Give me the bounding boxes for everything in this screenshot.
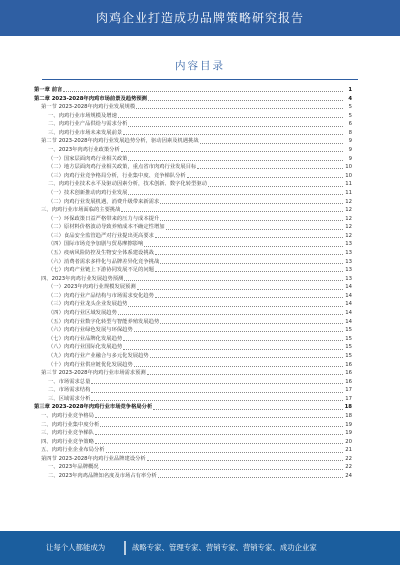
toc-entry-title: 一、2023年品牌概况 <box>48 464 99 471</box>
toc-entry[interactable] <box>34 240 352 249</box>
toc-leader-dots <box>136 108 343 109</box>
toc-entry-title: 三、区域需求分析 <box>48 395 91 402</box>
toc-page-number: 12 <box>345 207 352 214</box>
toc-page-number: 18 <box>345 412 352 419</box>
toc-page-number: 16 <box>345 370 352 377</box>
toc-leader-dots <box>160 203 343 204</box>
toc-entry-title: （七）肉鸡产业链上下游协同发展不足的问题 <box>48 267 154 274</box>
toc-entry[interactable] <box>34 438 352 447</box>
toc-leader-dots <box>208 186 343 187</box>
toc-entry-title: 二、2023年肉鸡品牌知名度及市场占有率分析 <box>48 473 157 480</box>
toc-page-number: 14 <box>345 310 352 317</box>
toc-entry-title: （五）疫病风险防控及生物安全体系建设挑战 <box>48 249 154 256</box>
toc-leader-dots <box>155 237 343 238</box>
toc-entry[interactable] <box>34 129 352 138</box>
toc-entry-title: （一）技术创新推动肉鸡行业发展 <box>48 189 128 196</box>
toc-entry[interactable] <box>34 120 352 129</box>
toc-entry-title: 第二节 2023-2028年肉鸡行业发展趋势分析，驱动因素及机遇挑战 <box>41 138 199 145</box>
toc-entry[interactable] <box>34 112 352 121</box>
toc-page-number: 9 <box>348 147 352 154</box>
toc-page-number: 21 <box>345 447 352 454</box>
toc-entry[interactable] <box>34 472 352 481</box>
toc-entry[interactable] <box>34 86 352 95</box>
toc-leader-dots <box>100 426 343 427</box>
toc-page-number: 13 <box>345 249 352 256</box>
toc-entry[interactable] <box>34 455 352 464</box>
toc-entry[interactable] <box>34 146 352 155</box>
toc-leader-dots <box>95 417 343 418</box>
toc-entry[interactable] <box>34 352 352 361</box>
toc-entry-title: （六）消费者需求多样化与品牌差异化竞争挑战 <box>48 258 160 265</box>
toc-entry-title: （二）肉鸡行业发展机遇，消费升级带来新需求 <box>48 198 160 205</box>
toc-leader-dots <box>155 254 343 255</box>
toc-leader-dots <box>160 323 343 324</box>
toc-leader-dots <box>95 443 343 444</box>
toc-leader-dots <box>155 271 343 272</box>
toc-leader-dots <box>158 477 343 478</box>
toc-page-number: 19 <box>345 430 352 437</box>
toc-leader-dots <box>63 91 343 92</box>
toc-leader-dots <box>144 246 343 247</box>
toc-entry[interactable] <box>34 412 352 421</box>
toc-entry-title: （六）肉鸡行业绿色发展与环保趋势 <box>48 327 133 334</box>
toc-page-number: 15 <box>345 335 352 342</box>
toc-leader-dots <box>134 331 343 332</box>
toc-page-number: 17 <box>345 387 352 394</box>
footer-divider <box>124 541 126 555</box>
toc-leader-dots <box>100 469 343 470</box>
toc-entry[interactable] <box>34 463 352 472</box>
toc-leader-dots <box>128 306 343 307</box>
toc-page-number: 14 <box>345 284 352 291</box>
footer-services: 战略专家、管理专家、营销专家、营销专家、成功企业家 <box>132 543 317 552</box>
toc-entry-title: 第一章 前言 <box>34 87 63 93</box>
toc-entry[interactable] <box>34 292 352 301</box>
toc-entry-title: （三）肉鸡行业竞争格局分析，行业集中度、竞争梯队分析 <box>48 172 186 179</box>
toc-entry-title: 第三章 2023-2028年肉鸡行业市场竞争格局分析 <box>34 404 153 411</box>
toc-entry-title: 二、肉鸡行业技术水平及驱动因素分析，技术创新、数字化转型驱动 <box>48 181 207 188</box>
toc-entry-title: 二、肉鸡行业集中度分析 <box>41 421 100 428</box>
toc-page-number: 17 <box>345 395 352 402</box>
toc-entry-title: （十）肉鸡行业供应链优化发展趋势 <box>48 361 133 368</box>
toc-entry[interactable] <box>34 300 352 309</box>
toc-entry[interactable] <box>34 215 352 224</box>
toc-entry-title: （三）食品安全监管趋严对行业提出更高要求 <box>48 232 154 239</box>
toc-leader-dots <box>118 314 343 315</box>
toc-entry[interactable] <box>34 198 352 207</box>
toc-entry[interactable] <box>34 232 352 241</box>
toc-leader-dots <box>121 151 343 152</box>
toc-entry-title: 四、2023年肉鸡行业发展趋势预测 <box>41 275 124 282</box>
toc-entry[interactable] <box>34 206 352 215</box>
toc-entry-title: 三、肉鸡行业市场面临的主要挑战 <box>41 207 121 214</box>
toc-leader-dots <box>95 434 343 435</box>
toc-page-number: 20 <box>345 438 352 445</box>
toc-entry[interactable] <box>34 361 352 370</box>
toc-entry[interactable] <box>34 446 352 455</box>
toc-leader-dots <box>148 100 343 101</box>
toc-entry[interactable] <box>34 335 352 344</box>
toc-leader-dots <box>123 134 343 135</box>
toc-page-number: 24 <box>345 473 352 480</box>
toc-entry-title: （一）2023年肉鸡行业规模发展预测 <box>48 284 136 291</box>
toc-entry-title: 四、肉鸡行业竞争策略 <box>41 438 94 445</box>
toc-leader-dots <box>187 177 343 178</box>
toc-entry[interactable] <box>34 275 352 284</box>
toc-entry-title: 一、市场需求总量 <box>48 378 91 385</box>
toc-entry-title: 二、肉鸡行业产品供给与需求分析 <box>48 121 128 128</box>
toc-entry[interactable] <box>34 258 352 267</box>
toc-leader-dots <box>200 143 343 144</box>
toc-page-number: 13 <box>345 241 352 248</box>
toc-page-number: 22 <box>345 464 352 471</box>
toc-page-number: 14 <box>345 318 352 325</box>
toc-page-number: 15 <box>345 344 352 351</box>
toc-entry-title: （三）肉鸡行业龙头企业发展趋势 <box>48 301 128 308</box>
toc-entry-title: 第二章 2023-2028年肉鸡市场前景及趋势预测 <box>34 95 147 102</box>
toc-page-number: 5 <box>348 112 352 119</box>
toc-leader-dots <box>134 366 343 367</box>
toc-entry-title: 一、肉鸡行业竞争格局 <box>41 412 94 419</box>
toc-entry-title: 第一节 2023-2028年肉鸡行业发展规模 <box>41 104 136 111</box>
toc-entry-title: 第四节 2023-2028年肉鸡行业品牌建设分析 <box>41 455 146 462</box>
toc-leader-dots <box>150 357 343 358</box>
toc-entry[interactable] <box>34 318 352 327</box>
toc-leader-dots <box>137 289 343 290</box>
toc-entry[interactable] <box>34 172 352 181</box>
toc-page-number: 8 <box>348 129 352 136</box>
toc-leader-dots <box>166 229 343 230</box>
toc-leader-dots <box>197 168 343 169</box>
toc-leader-dots <box>128 160 343 161</box>
toc-page-number: 16 <box>345 378 352 385</box>
toc-entry-title: （九）肉鸡行业产业融合与多元化发展趋势 <box>48 352 149 359</box>
toc-page-number: 11 <box>345 189 352 196</box>
toc-entry-title: （二）原材料价格波动导致养殖成本不确定性增加 <box>48 224 165 231</box>
toc-page-number: 6 <box>348 121 352 128</box>
toc-page-number: 5 <box>348 104 352 111</box>
toc-entry-title: 第三节 2023-2028年肉鸡行业市场需求预测 <box>41 370 146 377</box>
toc-page-number: 13 <box>345 275 352 282</box>
footer-slogan: 让每个人都能成为 <box>46 543 106 552</box>
footer-banner <box>0 531 400 565</box>
toc-leader-dots <box>128 194 343 195</box>
toc-entry[interactable] <box>34 155 352 164</box>
toc-entry-title: （一）环保政策日益严格带来的压力与成本提升 <box>48 215 160 222</box>
toc-page-number: 14 <box>345 292 352 299</box>
toc-leader-dots <box>121 211 343 212</box>
toc-entry[interactable] <box>34 403 352 412</box>
toc-page-number: 16 <box>345 361 352 368</box>
toc-leader-dots <box>118 117 343 118</box>
toc-entry[interactable] <box>34 369 352 378</box>
toc-page-number: 12 <box>345 224 352 231</box>
toc-page-number: 14 <box>345 301 352 308</box>
toc-page-number: 22 <box>345 455 352 462</box>
toc-page-number: 15 <box>345 327 352 334</box>
toc-page-number: 18 <box>344 404 352 411</box>
toc-leader-dots <box>147 374 343 375</box>
toc-entry-title: （一）国家层面肉鸡行业相关政策 <box>48 155 128 162</box>
toc-entry-title: 二、市场需求结构 <box>48 387 91 394</box>
toc-page-number: 12 <box>345 215 352 222</box>
toc-entry[interactable] <box>34 378 352 387</box>
toc-leader-dots <box>91 400 343 401</box>
toc-entry-title: （二）地方层面肉鸡行业相关政策，重点省市肉鸡行业发展目标 <box>48 164 197 171</box>
toc-entry[interactable] <box>34 189 352 198</box>
toc-leader-dots <box>128 126 343 127</box>
toc-page-number: 19 <box>345 421 352 428</box>
toc-leader-dots <box>160 220 343 221</box>
toc-entry-title: （四）肉鸡行业区域发展趋势 <box>48 310 117 317</box>
toc-heading-rule <box>42 79 358 80</box>
toc-entry[interactable] <box>34 343 352 352</box>
toc-entry-title: （七）肉鸡行业品牌化发展趋势 <box>48 335 123 342</box>
toc-leader-dots <box>147 460 343 461</box>
report-header-banner <box>0 0 400 36</box>
toc-page-number: 9 <box>348 155 352 162</box>
toc-entry-title: （二）肉鸡行业产品结构与市场需求变化趋势 <box>48 292 154 299</box>
toc-leader-dots <box>91 383 343 384</box>
toc-leader-dots <box>123 349 343 350</box>
toc-page-number: 10 <box>345 172 352 179</box>
toc-entry-title: 三、肉鸡行业竞争梯队 <box>41 430 94 437</box>
toc-page-number: 15 <box>345 352 352 359</box>
toc-leader-dots <box>160 263 343 264</box>
toc-entry-title: 三、肉鸡行业市场未来发展前景 <box>48 129 123 136</box>
toc-page-number: 11 <box>345 181 352 188</box>
toc-entry[interactable] <box>34 163 352 172</box>
toc-leader-dots <box>91 392 343 393</box>
toc-page-number: 12 <box>345 232 352 239</box>
toc-leader-dots <box>155 297 343 298</box>
toc-entry[interactable] <box>34 429 352 438</box>
toc-entry[interactable] <box>34 249 352 258</box>
toc-entry-title: 一、2023年肉鸡行业政策分析 <box>48 147 120 154</box>
footer-text-line <box>0 531 400 565</box>
toc-entry[interactable] <box>34 283 352 292</box>
toc-page-number: 13 <box>345 267 352 274</box>
toc-entry-title: 一、肉鸡行业市场规模及增速 <box>48 112 117 119</box>
toc-entry[interactable] <box>34 103 352 112</box>
toc-entry[interactable] <box>34 421 352 430</box>
toc-page-number: 4 <box>348 95 352 102</box>
toc-entry[interactable] <box>34 309 352 318</box>
toc-leader-dots <box>124 280 343 281</box>
toc-page-number: 10 <box>345 164 352 171</box>
toc-entry[interactable] <box>34 326 352 335</box>
toc-entry[interactable] <box>34 266 352 275</box>
toc-entry[interactable] <box>34 223 352 232</box>
toc-page-number: 13 <box>345 258 352 265</box>
toc-leader-dots <box>153 409 343 410</box>
toc-entry[interactable] <box>34 137 352 146</box>
toc-page-number: 1 <box>348 87 352 93</box>
toc-heading: 内容目录 <box>175 60 225 72</box>
toc-entry[interactable] <box>34 95 352 104</box>
toc-entry-title: 五、肉鸡行业企业布局分析 <box>41 447 105 454</box>
toc-leader-dots <box>106 452 343 453</box>
toc-entry[interactable] <box>34 180 352 189</box>
toc-entry[interactable] <box>34 386 352 395</box>
toc-entry[interactable] <box>34 395 352 404</box>
toc-entry-title: （五）肉鸡行业数字化转型与智能养殖发展趋势 <box>48 318 160 325</box>
toc-entry-title: （八）肉鸡行业国际化发展趋势 <box>48 344 123 351</box>
report-title: 肉鸡企业打造成功品牌策略研究报告 <box>95 11 304 25</box>
table-of-contents <box>34 86 352 514</box>
toc-page-number: 9 <box>348 138 352 145</box>
toc-page-number: 12 <box>345 198 352 205</box>
toc-leader-dots <box>123 340 343 341</box>
toc-entry-title: （四）国际市场竞争加剧与贸易摩擦影响 <box>48 241 144 248</box>
